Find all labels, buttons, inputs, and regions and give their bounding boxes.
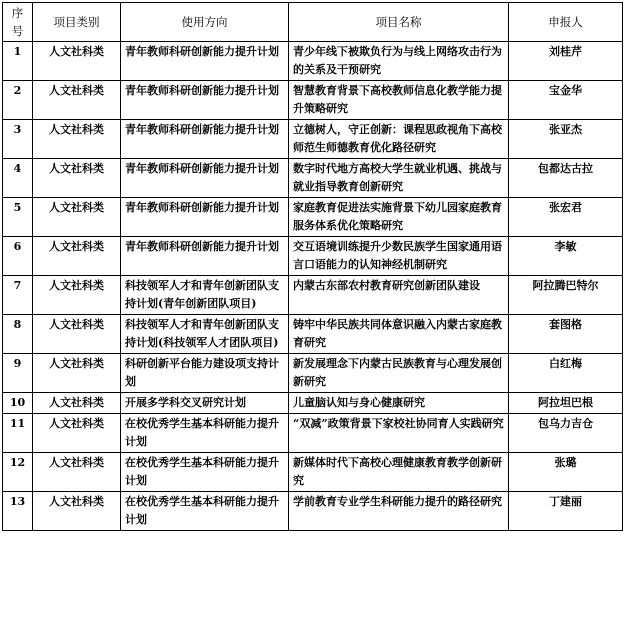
row-applicant: 李敏: [509, 237, 623, 276]
row-serial-number: 6: [3, 237, 33, 276]
row-project-name: 新媒体时代下高校心理健康教育教学创新研究: [289, 453, 509, 492]
row-serial-number: 4: [3, 159, 33, 198]
row-project-name: 新发展理念下内蒙古民族教育与心理发展创新研究: [289, 354, 509, 393]
row-project-name: “双减”政策背景下家校社协同育人实践研究: [289, 414, 509, 453]
row-applicant: 丁建丽: [509, 492, 623, 531]
table-body: [3, 42, 623, 531]
row-usage-direction: 在校优秀学生基本科研能力提升计划: [121, 414, 289, 453]
row-applicant: 张亚杰: [509, 120, 623, 159]
row-serial-number: 11: [3, 414, 33, 453]
row-project-category: 人文社科类: [33, 237, 121, 276]
row-project-name: 学前教育专业学生科研能力提升的路径研究: [289, 492, 509, 531]
row-project-category: 人文社科类: [33, 453, 121, 492]
header-project-name: 项目名称: [289, 3, 509, 42]
table-row: [3, 414, 623, 453]
table-row: [3, 81, 623, 120]
row-serial-number: 13: [3, 492, 33, 531]
row-serial-number: 8: [3, 315, 33, 354]
table-row: [3, 237, 623, 276]
row-serial-number: 2: [3, 81, 33, 120]
row-project-category: 人文社科类: [33, 393, 121, 414]
row-usage-direction: 青年教师科研创新能力提升计划: [121, 237, 289, 276]
table-row: [3, 276, 623, 315]
row-serial-number: 10: [3, 393, 33, 414]
table-row: [3, 393, 623, 414]
row-project-name: 立德树人，守正创新：课程思政视角下高校师范生师德教育优化路径研究: [289, 120, 509, 159]
row-project-name: 儿童脑认知与身心健康研究: [289, 393, 509, 414]
row-project-name: 青少年线下被欺负行为与线上网络攻击行为的关系及干预研究: [289, 42, 509, 81]
table-header: [3, 3, 623, 42]
row-usage-direction: 开展多学科交叉研究计划: [121, 393, 289, 414]
row-usage-direction: 青年教师科研创新能力提升计划: [121, 198, 289, 237]
table-row: [3, 492, 623, 531]
table-row: [3, 354, 623, 393]
row-usage-direction: 科技领军人才和青年创新团队支持计划(科技领军人才团队项目): [121, 315, 289, 354]
row-applicant: 套图格: [509, 315, 623, 354]
row-project-name: 智慧教育背景下高校教师信息化教学能力提升策略研究: [289, 81, 509, 120]
row-usage-direction: 青年教师科研创新能力提升计划: [121, 81, 289, 120]
row-project-name: 内蒙古东部农村教育研究创新团队建设: [289, 276, 509, 315]
row-serial-number: 1: [3, 42, 33, 81]
table-row: [3, 198, 623, 237]
row-project-name: 数字时代地方高校大学生就业机遇、挑战与就业指导教育创新研究: [289, 159, 509, 198]
row-project-category: 人文社科类: [33, 81, 121, 120]
table-row: [3, 315, 623, 354]
project-table-container: [2, 2, 622, 531]
row-project-category: 人文社科类: [33, 414, 121, 453]
row-serial-number: 12: [3, 453, 33, 492]
row-serial-number: 5: [3, 198, 33, 237]
row-applicant: 宝金华: [509, 81, 623, 120]
row-usage-direction: 青年教师科研创新能力提升计划: [121, 120, 289, 159]
header-project-category: 项目类别: [33, 3, 121, 42]
row-project-category: 人文社科类: [33, 315, 121, 354]
table-row: [3, 453, 623, 492]
header-row: [3, 3, 623, 42]
row-project-category: 人文社科类: [33, 492, 121, 531]
row-applicant: 包都达古拉: [509, 159, 623, 198]
row-project-category: 人文社科类: [33, 354, 121, 393]
header-applicant: 申报人: [509, 3, 623, 42]
row-serial-number: 9: [3, 354, 33, 393]
row-usage-direction: 在校优秀学生基本科研能力提升计划: [121, 492, 289, 531]
row-project-category: 人文社科类: [33, 42, 121, 81]
row-project-category: 人文社科类: [33, 198, 121, 237]
row-applicant: 阿拉坦巴根: [509, 393, 623, 414]
row-serial-number: 3: [3, 120, 33, 159]
project-table: [2, 2, 623, 531]
row-project-name: 家庭教育促进法实施背景下幼儿园家庭教育服务体系优化策略研究: [289, 198, 509, 237]
table-row: [3, 42, 623, 81]
header-serial-number: 序号: [3, 3, 33, 42]
header-usage-direction: 使用方向: [121, 3, 289, 42]
row-project-category: 人文社科类: [33, 276, 121, 315]
row-applicant: 张璐: [509, 453, 623, 492]
row-project-name: 铸牢中华民族共同体意识融入内蒙古家庭教育研究: [289, 315, 509, 354]
row-applicant: 包乌力吉仓: [509, 414, 623, 453]
row-usage-direction: 科技领军人才和青年创新团队支持计划(青年创新团队项目): [121, 276, 289, 315]
row-applicant: 阿拉腾巴特尔: [509, 276, 623, 315]
table-row: [3, 159, 623, 198]
table-row: [3, 120, 623, 159]
row-usage-direction: 科研创新平台能力建设项支持计划: [121, 354, 289, 393]
row-project-name: 交互语境训练提升少数民族学生国家通用语言口语能力的认知神经机制研究: [289, 237, 509, 276]
row-applicant: 白红梅: [509, 354, 623, 393]
row-applicant: 刘桂芹: [509, 42, 623, 81]
row-project-category: 人文社科类: [33, 159, 121, 198]
row-project-category: 人文社科类: [33, 120, 121, 159]
row-serial-number: 7: [3, 276, 33, 315]
row-usage-direction: 青年教师科研创新能力提升计划: [121, 42, 289, 81]
row-usage-direction: 青年教师科研创新能力提升计划: [121, 159, 289, 198]
row-usage-direction: 在校优秀学生基本科研能力提升计划: [121, 453, 289, 492]
row-applicant: 张宏君: [509, 198, 623, 237]
